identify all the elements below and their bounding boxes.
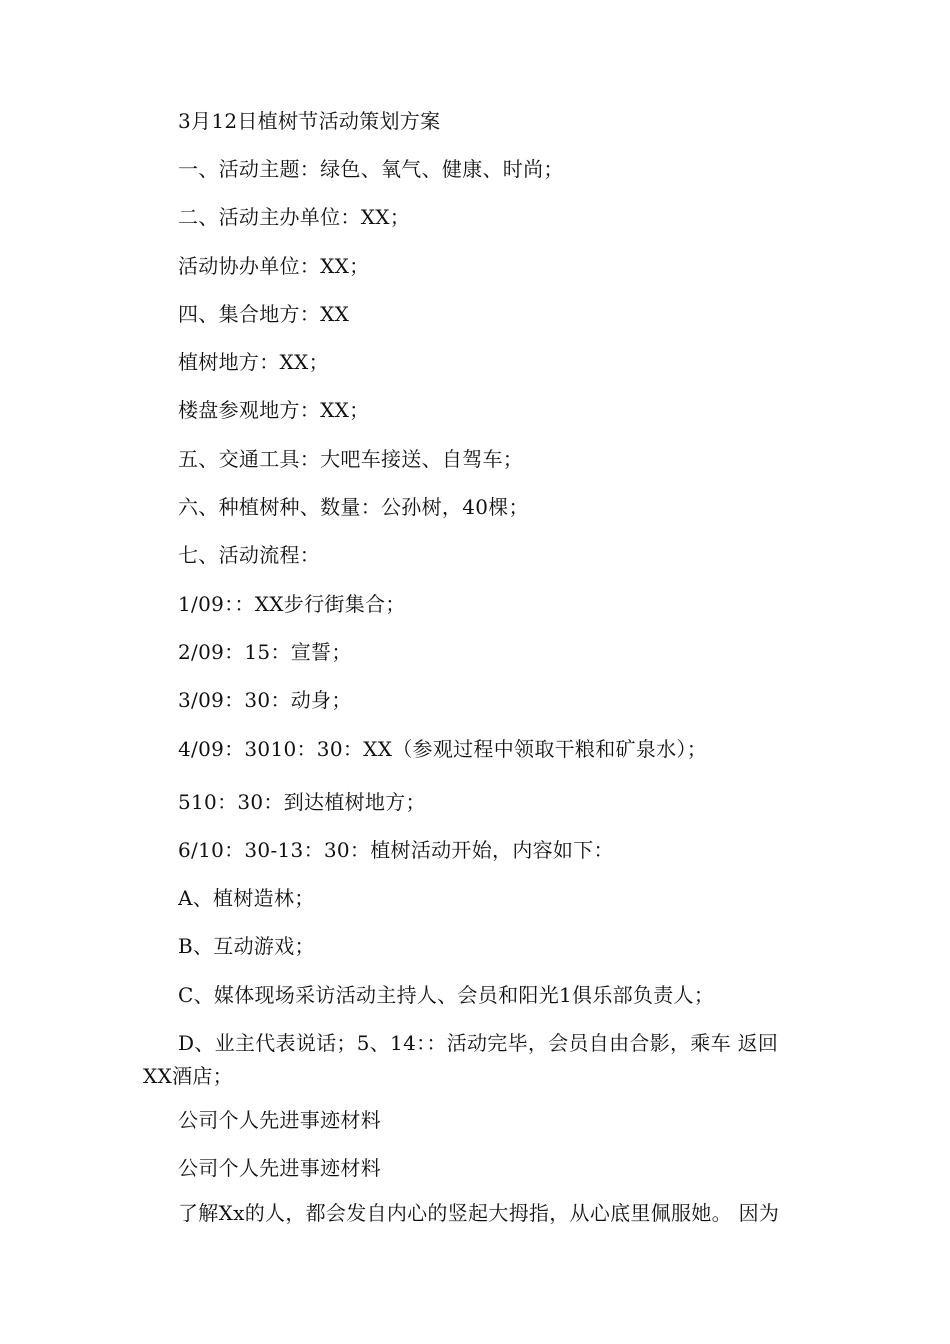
paragraph-process-heading: 七、活动流程： (178, 543, 321, 567)
paragraph-co-organizer: 活动协办单位：XX； (178, 254, 370, 278)
process-item-6: 6/10：30-13：30：植树活动开始，内容如下： (178, 838, 614, 862)
paragraph-organizer: 二、活动主办单位：XX； (178, 205, 411, 229)
body-paragraph: 了解Xx的人，都会发自内心的竖起大拇指，从心底里佩服她。 因为 (178, 1201, 780, 1225)
paragraph-transport: 五、交通工具：大吧车接送、自驾车； (178, 447, 524, 471)
process-item-3: 3/09：30：动身； (178, 688, 352, 712)
paragraph-meeting-place: 四、集合地方：XX (178, 302, 350, 326)
section-heading-repeat: 公司个人先进事迹材料 (178, 1156, 381, 1180)
content-item-a: A、植树造林； (178, 886, 315, 910)
content-item-c: C、媒体现场采访活动主持人、会员和阳光1俱乐部负责人； (178, 983, 715, 1007)
paragraph-tree-species: 六、种植树种、数量：公孙树，40棵； (178, 495, 529, 519)
process-item-4: 4/09：3010：30：XX（参观过程中领取干粮和矿泉水）； (178, 737, 708, 761)
paragraph-theme: 一、活动主题：绿色、氧气、健康、时尚； (178, 157, 564, 181)
document-title: 3月12日植树节活动策划方案 (178, 109, 441, 133)
content-item-d-continuation: XX酒店； (143, 1064, 233, 1088)
process-item-2: 2/09：15：宣誓； (178, 640, 352, 664)
section-heading: 公司个人先进事迹材料 (178, 1108, 381, 1132)
paragraph-planting-place: 植树地方：XX； (178, 350, 329, 374)
process-item-1: 1/09：：XX步行街集合； (178, 592, 406, 616)
content-item-d: D、业主代表说话；5、14：：活动完毕，会员自由合影，乘车 返回 (178, 1031, 779, 1055)
content-item-b: B、互动游戏； (178, 934, 315, 958)
paragraph-visit-place: 楼盘参观地方：XX； (178, 398, 370, 422)
process-item-5: 510：30：到达植树地方； (178, 790, 426, 814)
